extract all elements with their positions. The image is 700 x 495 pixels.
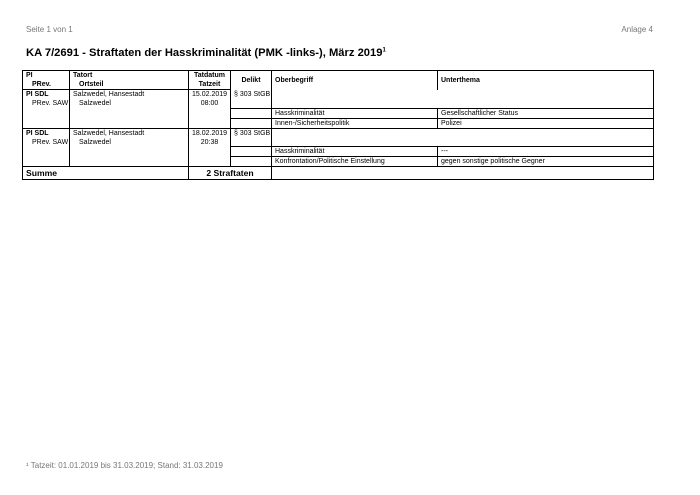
table-row — [23, 118, 654, 128]
case-date: 18.02.2019 — [189, 128, 231, 138]
table-row — [23, 99, 654, 108]
case-tatort: Salzwedel, Hansestadt — [70, 90, 189, 100]
table-row — [23, 147, 654, 157]
case-tatort: Salzwedel, Hansestadt — [70, 128, 189, 138]
table-row — [23, 90, 654, 100]
footnote: ¹ Tatzeit: 01.01.2019 bis 31.03.2019; Stand: 31.03.2019 — [26, 461, 223, 470]
case-prev: PRev. SAW — [23, 138, 70, 147]
table-row — [23, 128, 654, 138]
case-ortsteil: Salzwedel — [70, 138, 189, 147]
summary-count: 2 Straftaten — [189, 167, 272, 180]
topic-unterthema: Polizei — [438, 118, 654, 128]
header-tatzeit: Tatzeit — [189, 80, 231, 90]
topic-unterthema: Gesellschaftlicher Status — [438, 108, 654, 118]
topic-oberbegriff: Konfrontation/Politische Einstellung — [272, 157, 438, 167]
attachment-label: Anlage 4 — [621, 25, 653, 34]
summary-row — [23, 167, 654, 180]
case-time: 20:38 — [189, 138, 231, 147]
table-row — [23, 138, 654, 147]
case-delikt: § 303 StGB — [231, 90, 272, 100]
topic-oberbegriff: Hasskriminalität — [272, 147, 438, 157]
document-title — [26, 47, 386, 59]
table-row — [23, 157, 654, 167]
header-ortsteil: Ortsteil — [70, 80, 189, 90]
document-title-text: KA 7/2691 - Straftaten der Hasskriminalität (PMK -links-), März 2019 — [26, 47, 383, 59]
header-oberbegriff: Oberbegriff — [272, 71, 438, 90]
header-delikt: Delikt — [231, 71, 272, 90]
header-pi: PI — [23, 71, 70, 81]
header-tatort: Tatort — [70, 71, 189, 81]
header-tatdatum: Tatdatum — [189, 71, 231, 81]
case-pi: PI SDL — [23, 128, 70, 138]
title-footnote-mark: 1 — [382, 47, 386, 54]
table-row — [23, 108, 654, 118]
crime-table — [22, 70, 654, 180]
case-pi: PI SDL — [23, 90, 70, 100]
topic-unterthema: --- — [438, 147, 654, 157]
case-ortsteil: Salzwedel — [70, 99, 189, 108]
case-delikt: § 303 StGB — [231, 128, 272, 138]
page-number: Seite 1 von 1 — [26, 25, 73, 34]
header-prev: PRev. — [23, 80, 70, 90]
case-time: 08:00 — [189, 99, 231, 108]
topic-oberbegriff: Hasskriminalität — [272, 108, 438, 118]
topic-oberbegriff: Innen-/Sicherheitspolitik — [272, 118, 438, 128]
summary-label: Summe — [23, 167, 189, 180]
topic-unterthema: gegen sonstige politische Gegner — [438, 157, 654, 167]
case-date: 15.02.2019 — [189, 90, 231, 100]
case-prev: PRev. SAW — [23, 99, 70, 108]
header-unterthema: Unterthema — [438, 71, 654, 90]
